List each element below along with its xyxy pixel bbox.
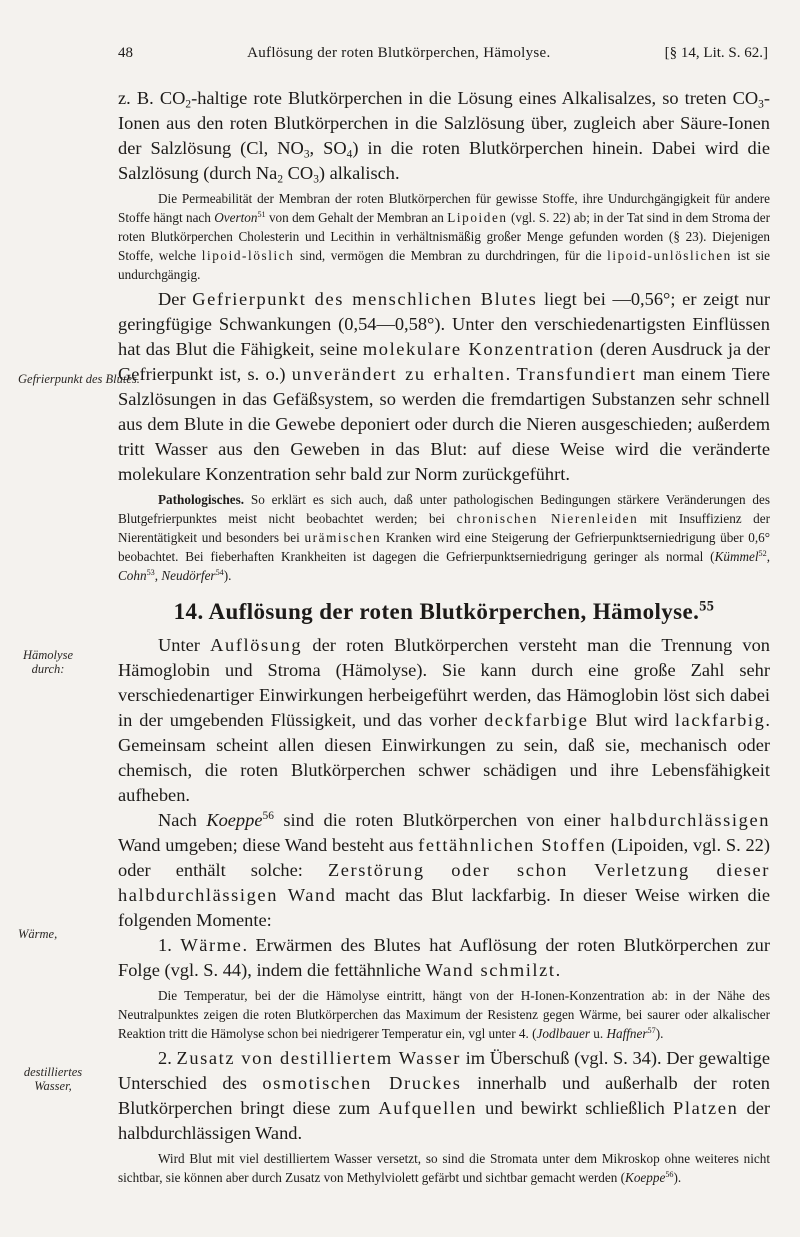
emphasis: halbdurchlässigen [610, 810, 770, 830]
text-run: CO [283, 163, 314, 183]
emphasis: Aufquellen [378, 1098, 478, 1118]
text-run: Der [158, 289, 193, 309]
section-heading [118, 597, 770, 627]
text-run: Wird Blut mit viel destilliertem Wasser versetzt, so sind die Stromata unter dem Mikroskop ohne weiteres nicht sichtbar, sie können aber durch Zusatz von Methylviolett gefärbt und sichtbar gemacht werden ( [118, 1151, 770, 1185]
text-run: (vgl. S. 22) ab; in der Tat sind in dem Stroma der roten Blutkörperchen Cholesterin und Lecithin in verhältnismäßig großer Menge gefunden worden (§ 23). Diejenigen Stoffe, welche [118, 210, 770, 263]
text-run: . Gemeinsam scheint allen diesen Einwirkungen zu sein, daß sie, mechanisch oder chemisch, die roten Blutkörperchen schwer schädigen und ihre Lebensfähigkeit aufheben. [118, 710, 770, 805]
emphasis: Gefrierpunkt des menschlichen Blutes [192, 289, 538, 309]
author-name: Koeppe [206, 810, 263, 830]
subscript: 3 [303, 148, 310, 161]
text-run: ) alkalisch. [318, 163, 400, 183]
author-name: Haffner [606, 1026, 648, 1041]
subscript: 2 [277, 173, 284, 186]
running-header [118, 45, 768, 62]
emphasis: deckfarbige [484, 710, 589, 730]
emphasis: Wärme [180, 935, 243, 955]
author-name: Kümmel [714, 549, 759, 564]
author-name: Cohn [118, 568, 147, 583]
paragraph-pathologisches [118, 490, 770, 585]
emphasis: osmotischen Druckes [262, 1073, 462, 1093]
paragraph-temperatur [118, 986, 770, 1043]
text-run: (deren Ausdruck ja der Gefrierpunkt ist, s. o.) [118, 339, 770, 384]
emphasis: molekulare Konzentration [362, 339, 595, 359]
text-run: ). [673, 1170, 682, 1185]
text-run: der halbdurchlässigen Wand. [118, 1098, 770, 1143]
footnote-ref: 51 [257, 210, 266, 220]
footnote-ref: 55 [699, 598, 715, 615]
text-run: Blut wird [588, 710, 675, 730]
text-run: ). [223, 568, 232, 583]
text-run: Die Permeabilität der Membran der roten Blutkörperchen für gewisse Stoffe, ihre Undurchgängigkeit für andere Stoffe hängt nach [118, 191, 770, 225]
paragraph-gefrierpunkt [118, 287, 770, 487]
text-run: und bewirkt schließlich [477, 1098, 674, 1118]
text-run: 2. [158, 1048, 177, 1068]
text-run: So erklärt es sich auch, daß unter pathologischen Bedingungen stärkere Veränderungen des Blutgefrierpunktes meist nicht beobachtet werden; bei [118, 492, 770, 526]
text-run: Kranken wird eine Steigerung der Gefrierpunktserniedrigung über 0,6° beobachtet. Bei fieberhaften Krankheiten ist dagegen die Gefrierpunktserniedrigung geringer als normal ( [118, 530, 770, 564]
text-run: Die Temperatur, bei der die Hämolyse eintritt, hängt von der H-Ionen-Konzentration ab: in der Nähe des Neutralpunktes zeigen die roten Blutkörperchen das Maximum der Resistenz gegen Wärme, bei saurer oder alkalischer Reaktion tritt die Hämolyse schon bei niedrigerer Temperatur ein, vgl unter 4. ( [118, 988, 770, 1041]
margin-note-wasser: destilliertes Wasser, [23, 1065, 83, 1093]
footnote-ref: 54 [215, 568, 224, 578]
text-run: macht das Blut lackfarbig. In dieser Weise wirken die folgenden Momente: [118, 885, 770, 930]
footnote-ref: 53 [146, 568, 155, 578]
paragraph-koeppe [118, 808, 770, 933]
emphasis: chronischen Nierenleiden [456, 511, 639, 526]
text-run: , SO [309, 138, 347, 158]
text-run: Nach [158, 810, 207, 830]
text-run: ist sie undurchgängig. [118, 248, 771, 282]
footnote-ref: 56 [665, 1170, 674, 1180]
text-run: von dem Gehalt der Membran an [265, 210, 448, 225]
author-name: Neudörfer [161, 568, 216, 583]
emphasis: Zerstörung oder schon Verletzung dieser halbdurchlässigen Wand [118, 860, 770, 905]
text-run: Wand umgeben; diese Wand besteht aus [118, 835, 419, 855]
subscript: 2 [185, 98, 192, 111]
text-run: sind, vermögen die Membran zu durchdringen, für die [294, 248, 608, 263]
running-title: Auflösung der roten Blutkörperchen, Hämolyse. [247, 45, 551, 61]
text-run: u. [590, 1026, 607, 1041]
emphasis: Platzen [673, 1098, 739, 1118]
text-run: Unter [158, 635, 211, 655]
text-run: ). [655, 1026, 664, 1041]
emphasis: urämischen [304, 530, 382, 545]
text-run: man einem Tiere Salzlösungen in das Gefäßsystem, so werden die fremdartigen Substanzen sehr schnell aus dem Blute in die Gewebe deponiert oder durch die Nieren ausgeschieden; außerdem tritt Wasser aus den Geweben in das Blut: auf diese Weise wird die veränderte molekulare Konzentration sehr bald zur Norm zurückgeführt. [118, 364, 770, 484]
text-run: . Erwärmen des Blutes hat Auflösung der roten Blutkörperchen zur Folge (vgl. S. 44), indem die fettähnliche [118, 935, 771, 980]
text-run: ) in die roten Blutkörperchen hinein. Dabei wird die Salzlösung (durch Na [118, 138, 770, 183]
emphasis: lipoid-löslich [201, 248, 295, 263]
emphasis: fettähnlichen Stoffen [418, 835, 607, 855]
author-name: Koeppe [625, 1170, 666, 1185]
margin-note-gefrierpunkt: Gefrierpunkt des Blutes. [18, 372, 140, 386]
run-in-heading: Pathologisches. [158, 492, 245, 507]
text-run: mit Insuffizienz der Nierentätigkeit und besonders bei [118, 511, 770, 545]
subscript: 4 [346, 148, 353, 161]
margin-note-waerme: Wärme, [18, 927, 58, 941]
footnote-ref: 52 [758, 549, 767, 559]
margin-note-haemolyse: Hämolyse durch: [23, 648, 73, 676]
section-reference: [§ 14, Lit. S. 62.] [664, 45, 768, 61]
footnote-ref: 57 [647, 1026, 656, 1036]
paragraph-wasser [118, 1046, 770, 1146]
author-name: Overton [214, 210, 258, 225]
emphasis: Transfundiert [516, 364, 637, 384]
subscript: 3 [313, 173, 319, 186]
paragraph-permeabilitaet [118, 189, 770, 284]
text-run: der roten Blutkörperchen versteht man die Trennung von Hämoglobin und Stroma (Hämolyse). Sie kann durch eine große Zahl sehr verschiedenartiger Einwirkungen herbeigeführt werden, das Hämoglobin löst sich dabei in der umgebenden Flüssigkeit, und das vorher [118, 635, 770, 730]
text-run: -Ionen aus den roten Blutkörperchen in die Salzlösung über, zugleich aber Säure-Ionen der Salzlösung (Cl, NO [118, 88, 770, 158]
paragraph-waerme [118, 933, 770, 983]
text-run: 1. [158, 935, 181, 955]
text-run: . [505, 364, 517, 384]
text-run: sind die roten Blutkörperchen von einer [273, 810, 611, 830]
paragraph-stromata [118, 1149, 770, 1187]
text-run: , [766, 549, 770, 564]
footnote-ref: 56 [262, 810, 274, 823]
text-run: innerhalb und außerhalb der roten Blutkörperchen bringt diese zum [118, 1073, 770, 1118]
text-run: z. B. CO [118, 88, 186, 108]
text-run: (Lipoiden, vgl. S. 22) oder enthält solche: [118, 835, 771, 880]
text-run: im Überschuß (vgl. S. 34). Der gewaltige Unterschied des [118, 1048, 771, 1093]
text-run: -haltige rote Blutkörperchen in die Lösung eines Alkalisalzes, so treten CO [191, 88, 759, 108]
text-run: . [555, 960, 561, 980]
emphasis: Auflösung [210, 635, 303, 655]
text-run: liegt bei —0,56°; er zeigt nur geringfügige Schwankungen (0,54—0,58°). Unter den verschiedenartigsten Einflüssen hat das Blut die Fähigkeit, seine [118, 289, 770, 359]
emphasis: Zusatz von destilliertem Wasser [176, 1048, 461, 1068]
subscript: 3 [758, 98, 764, 111]
paragraph-co2 [118, 86, 770, 186]
emphasis: Wand schmilzt [425, 960, 556, 980]
emphasis: unverändert zu erhalten [291, 364, 506, 384]
emphasis: lipoid-unlöslichen [607, 248, 732, 263]
main-text [118, 86, 770, 1187]
section-heading-text: 14. Auflösung der roten Blutkörperchen, Hämolyse. [173, 599, 700, 624]
emphasis: lackfarbig [674, 710, 766, 730]
text-run: , [154, 568, 162, 583]
emphasis: Lipoiden [447, 210, 508, 225]
author-name: Jodlbauer [536, 1026, 590, 1041]
paragraph-aufloesung [118, 633, 770, 808]
page-number: 48 [118, 45, 133, 61]
